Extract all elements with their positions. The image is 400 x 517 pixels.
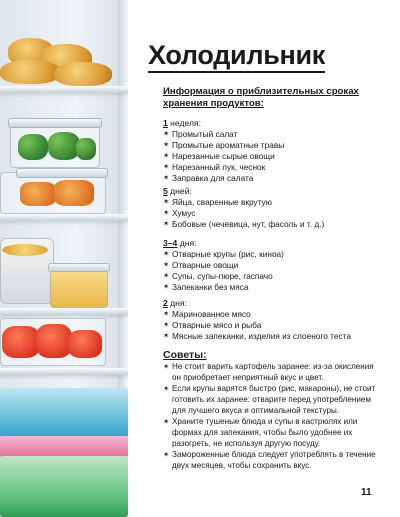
storage-list <box>163 249 378 293</box>
storage-group <box>163 118 378 184</box>
soup <box>2 244 48 256</box>
storage-group-label: 1 неделя: <box>163 118 202 128</box>
list-item: ✶ Промытый салат <box>163 129 378 140</box>
drawer-blue <box>0 388 128 438</box>
list-item: ✶ Отварные мясо и рыба <box>163 320 378 331</box>
vegetables <box>20 182 56 206</box>
jar-lid <box>48 263 110 272</box>
page-number: 11 <box>361 487 372 498</box>
list-item: ✶ Отварные овощи <box>163 260 378 271</box>
storage-list <box>163 309 378 342</box>
storage-list <box>163 197 378 230</box>
fridge-photo <box>0 0 128 517</box>
list-item: ✶ Мясные запеканки, изделия из слоеного теста <box>163 331 378 342</box>
list-item: ✶ Отварные крупы (рис, киноа) <box>163 249 378 260</box>
tips-heading: Советы: <box>163 349 207 361</box>
page-title: Холодильник <box>148 40 325 73</box>
tomatoes <box>68 330 102 358</box>
list-item: ✶ Супы, супы-пюре, гаспачо <box>163 271 378 282</box>
storage-list <box>163 129 378 184</box>
drawer-green <box>0 456 128 517</box>
list-item: ✶ Яйца, сваренные вкрутую <box>163 197 378 208</box>
shelf-3 <box>0 308 128 315</box>
storage-group-label: 3–4 дня: <box>163 238 197 248</box>
pastry-4 <box>54 62 112 86</box>
list-item: ✶ Промытые ароматные травы <box>163 140 378 151</box>
list-item: ✶ Бобовые (чечевица, нут, фасоль и т. д.) <box>163 219 378 230</box>
pastry-3 <box>0 60 60 84</box>
tip-item: ✶ Не стоит варить картофель заранее: из-за окисления он приобретает неприятный вкус и цвет. <box>163 361 381 383</box>
broccoli <box>76 138 96 160</box>
shelf-2 <box>0 214 128 221</box>
storage-group-label: 5 дней: <box>163 186 192 196</box>
tip-item: ✶ Замороженные блюда следует употреблять в течение двух месяцев, чтобы сохранить вкус. <box>163 449 381 471</box>
broccoli <box>18 134 48 160</box>
tomatoes <box>2 326 40 358</box>
shelf-4 <box>0 368 128 375</box>
list-item: ✶ Нарезанные сырые овощи <box>163 151 378 162</box>
tip-item: ✶ Храните тушеные блюда и супы в кастрюлях или формах для запекания, чтобы было удобнее их разогреть, не используя другую посуду. <box>163 416 381 449</box>
vegetables <box>54 180 94 206</box>
list-item: ✶ Маринованное мясо <box>163 309 378 320</box>
tip-item: ✶ Если крупы варятся быстро (рис, макароны), не стоит готовить их заранее: отварите перед употреблением для лучшего вкуса и оптимальной текстуры. <box>163 383 381 416</box>
container-lid <box>8 118 102 128</box>
tomatoes <box>36 324 72 358</box>
storage-group <box>163 298 378 342</box>
list-item: ✶ Заправка для салата <box>163 173 378 184</box>
container-lid <box>16 168 108 178</box>
shelf-1 <box>0 86 128 93</box>
list-item: ✶ Нарезанный лук, чеснок <box>163 162 378 173</box>
tips-list <box>163 361 381 471</box>
storage-group-label: 2 дня: <box>163 298 187 308</box>
list-item: ✶ Запеканки без мяса <box>163 282 378 293</box>
list-item: ✶ Хумус <box>163 208 378 219</box>
intro-heading: Информация о приблизительных сроках хранения продуктов: <box>163 86 359 109</box>
storage-group <box>163 238 378 293</box>
storage-group <box>163 186 378 230</box>
jar-soup <box>50 268 108 308</box>
drawer-pink <box>0 436 128 458</box>
